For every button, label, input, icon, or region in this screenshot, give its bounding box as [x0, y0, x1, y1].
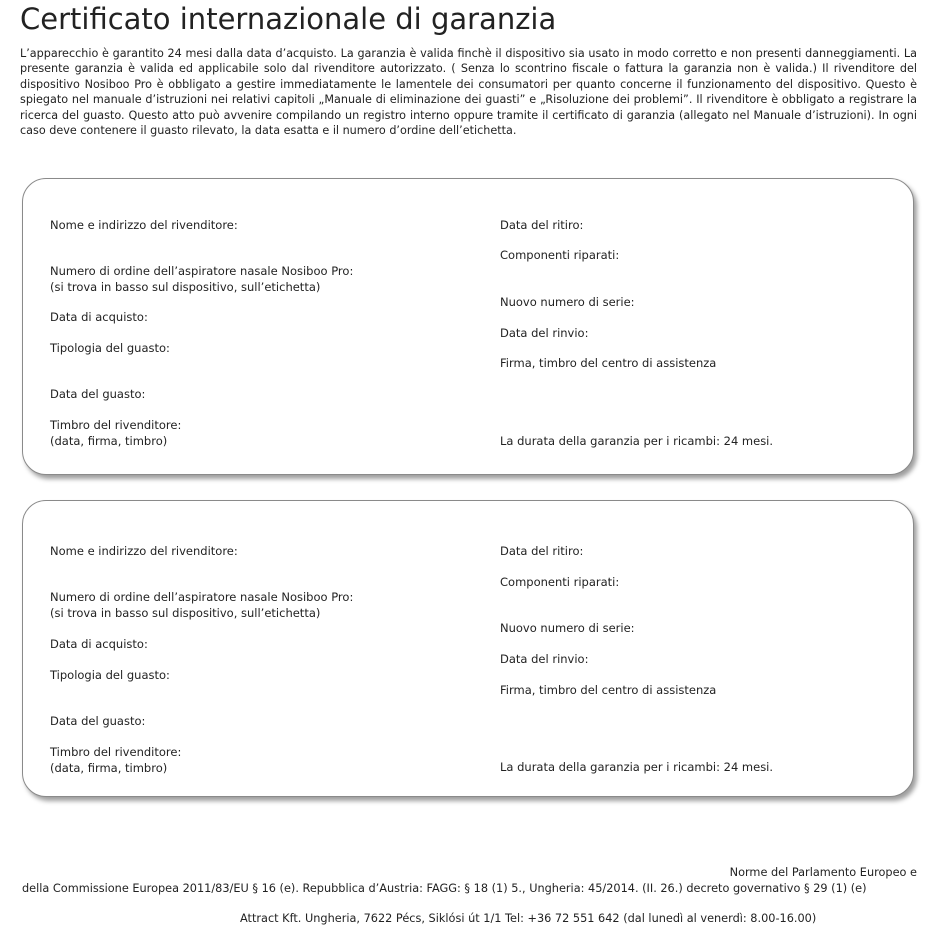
dealer-name-label: Nome e indirizzo del rivenditore: [50, 544, 238, 558]
footer-regulation-line-2: della Commissione Europea 2011/83/EU § 16 (e). Repubblica d’Austria: FAGG: § 18 (1) 5., Ungheria: 45/2014. (II. 26.) decreto governativo § 29 (1) (e) [22, 882, 867, 895]
warranty-form-card [22, 178, 914, 475]
dealer-stamp-hint: (data, firma, timbro) [50, 761, 168, 775]
parts-warranty-label: La durata della garanzia per i ricambi: 24 mesi. [500, 760, 774, 774]
fault-type-label: Tipologia del guasto: [50, 341, 170, 355]
parts-warranty-label: La durata della garanzia per i ricambi: 24 mesi. [500, 434, 774, 448]
dealer-name-label: Nome e indirizzo del rivenditore: [50, 218, 238, 232]
order-number-hint: (si trova in basso sul dispositivo, sull’etichetta) [50, 606, 321, 620]
intro-paragraph: L’apparecchio è garantito 24 mesi dalla data d’acquisto. La garanzia è valida finchè il dispositivo sia usato in modo corretto e non presenti danneggiamenti. La presente garanzia è valida ed applicabile solo dal rivenditore autorizzato. ( Senza lo scontrino fiscale o fattura la garanzia non è valida.) Il rivenditore del dispositivo Nosiboo Pro è obbligato a gestire immediatamente le lamentele dei consumatori per quanto concerne il funzionamento del dispositivo. Questo è spiegato nel manuale d’istruzioni nei relativi capitoli „Manuale di eliminazione dei guasti” e „Risoluzione dei problemi”. Il rivenditore è obbligato a registrare la ricerca del guasto. Questo atto può avvenire compilando un registro interno oppure tramite il certificato di garanzia (allegato nel Manuale d’istruzioni). In ogni caso deve contenere il guasto rilevato, la data esatta e il numero d’ordine dell’etichetta. [20, 47, 917, 138]
repaired-parts-label: Componenti riparati: [500, 575, 620, 589]
fault-type-label: Tipologia del guasto: [50, 668, 170, 682]
purchase-date-label: Data di acquisto: [50, 637, 148, 651]
pickup-date-label: Data del ritiro: [500, 218, 584, 232]
service-stamp-label: Firma, timbro del centro di assistenza [500, 683, 717, 697]
footer-company-contact: Attract Kft. Ungheria, 7622 Pécs, Siklósi út 1/1 Tel: +36 72 551 642 (dal lunedì al venerdì: 8.00-16.00) [240, 912, 817, 925]
warranty-form-card [22, 500, 914, 797]
order-number-label: Numero di ordine dell’aspiratore nasale Nosiboo Pro: [50, 264, 354, 278]
fault-date-label: Data del guasto: [50, 387, 146, 401]
dealer-stamp-label: Timbro del rivenditore: [50, 418, 182, 432]
purchase-date-label: Data di acquisto: [50, 310, 148, 324]
document-title: Certificato internazionale di garanzia [20, 2, 557, 36]
pickup-date-label: Data del ritiro: [500, 544, 584, 558]
new-serial-label: Nuovo numero di serie: [500, 621, 635, 635]
return-date-label: Data del rinvio: [500, 652, 589, 666]
return-date-label: Data del rinvio: [500, 326, 589, 340]
order-number-hint: (si trova in basso sul dispositivo, sull’etichetta) [50, 280, 321, 294]
fault-date-label: Data del guasto: [50, 714, 146, 728]
order-number-label: Numero di ordine dell’aspiratore nasale Nosiboo Pro: [50, 590, 354, 604]
new-serial-label: Nuovo numero di serie: [500, 295, 635, 309]
service-stamp-label: Firma, timbro del centro di assistenza [500, 356, 717, 370]
dealer-stamp-hint: (data, firma, timbro) [50, 434, 168, 448]
dealer-stamp-label: Timbro del rivenditore: [50, 745, 182, 759]
repaired-parts-label: Componenti riparati: [500, 248, 620, 262]
footer-regulation-line-1: Norme del Parlamento Europeo e [729, 866, 917, 879]
